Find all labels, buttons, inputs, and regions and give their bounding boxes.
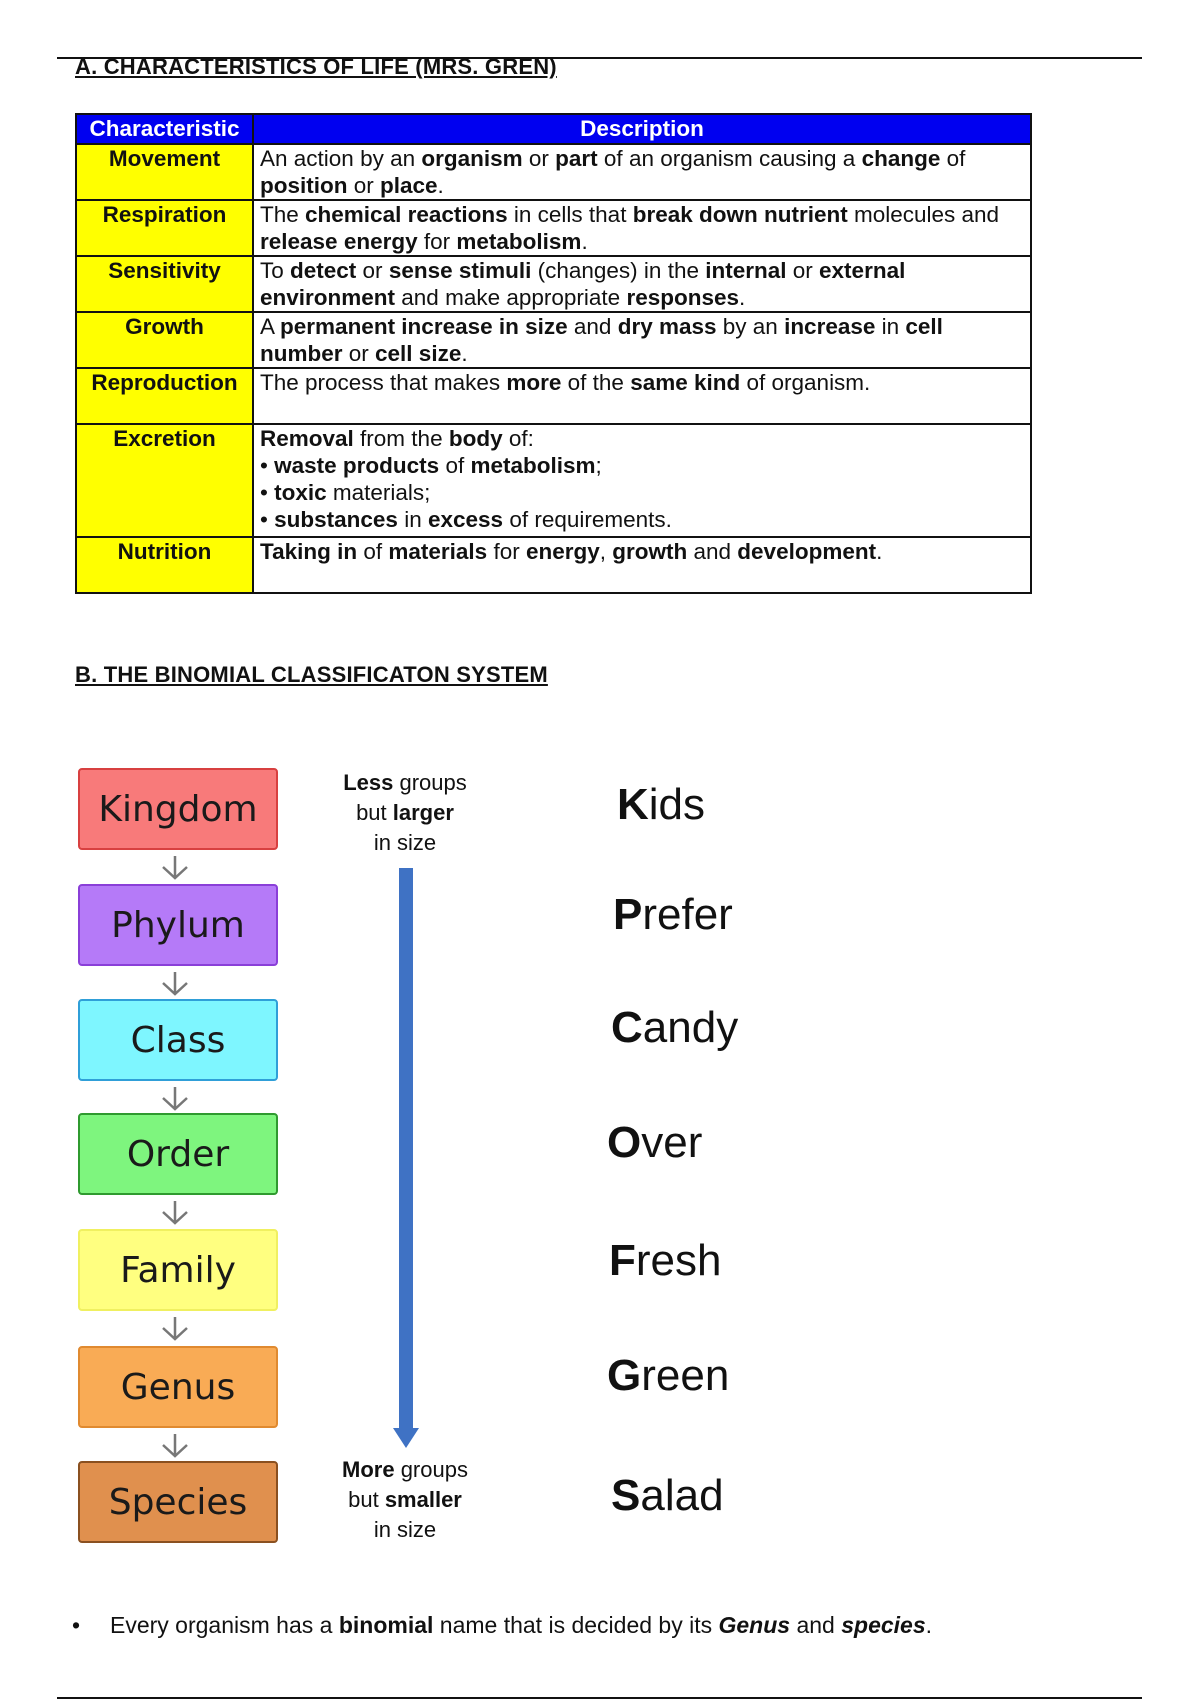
down-arrow-path xyxy=(163,1201,187,1223)
desc-part: An action by an xyxy=(260,146,422,171)
desc-part: organism xyxy=(421,146,523,171)
mnemonic-initial: K xyxy=(617,780,649,829)
bullet-glyph: • xyxy=(260,507,275,532)
desc-part: energy xyxy=(525,539,600,564)
bottom-note-bold: More xyxy=(342,1457,395,1482)
table-row xyxy=(76,424,1031,537)
characteristic-name: Movement xyxy=(76,144,253,200)
mnemonic-initial: F xyxy=(609,1236,636,1285)
desc-part: detect xyxy=(290,258,357,283)
down-arrow-path xyxy=(163,1317,187,1339)
desc-part: cell number xyxy=(260,314,943,366)
mnemonic-word-kingdom xyxy=(617,780,705,830)
desc-part: or xyxy=(347,173,380,198)
rank-box-phylum: Phylum xyxy=(78,884,278,966)
desc-part: . xyxy=(461,341,468,366)
down-arrow-path xyxy=(163,1087,187,1109)
desc-part: To xyxy=(260,258,291,283)
bottom-note-line3: in size xyxy=(373,1517,437,1542)
desc-part: chemical reactions xyxy=(305,202,508,227)
intro-part: Removal xyxy=(260,426,354,451)
down-arrow-path xyxy=(163,1434,187,1456)
down-arrow-icon xyxy=(158,1199,192,1227)
note-text-1: Every organism has a xyxy=(110,1612,339,1638)
top-note-pre: but xyxy=(356,800,393,825)
mnemonic-word-order xyxy=(607,1118,702,1168)
table-row xyxy=(76,368,1031,424)
desc-part: The process that makes xyxy=(260,370,507,395)
desc-part: by an xyxy=(716,314,785,339)
section-b-title: B. THE BINOMIAL CLASSIFICATON SYSTEM xyxy=(75,662,548,687)
desc-part: for xyxy=(487,539,526,564)
bullet-part: toxic xyxy=(274,480,327,505)
excretion-bullet xyxy=(260,452,1024,479)
intro-part: from the xyxy=(353,426,449,451)
note-species: species xyxy=(841,1612,926,1638)
intro-part: of: xyxy=(502,426,534,451)
desc-part: . xyxy=(581,229,588,254)
desc-part: of xyxy=(357,539,389,564)
bottom-rule xyxy=(57,1697,1142,1699)
mnemonic-rest: ver xyxy=(641,1118,703,1167)
bottom-note-bold-2: smaller xyxy=(384,1487,462,1512)
down-arrow-icon xyxy=(158,970,192,998)
bullet-glyph: • xyxy=(260,453,275,478)
bullet-dot: • xyxy=(72,1612,81,1638)
mnemonic-initial: P xyxy=(613,890,643,939)
mnemonic-rest: ids xyxy=(648,780,706,829)
mnemonic-rest: alad xyxy=(640,1471,724,1520)
bottom-note-pre: but xyxy=(348,1487,385,1512)
desc-part: or xyxy=(342,341,376,366)
desc-part: change xyxy=(861,146,941,171)
bullet-part: substances xyxy=(274,507,398,532)
mnemonic-rest: resh xyxy=(635,1236,722,1285)
top-note xyxy=(305,768,505,858)
desc-part: Taking in xyxy=(260,539,358,564)
mnemonic-word-genus xyxy=(607,1351,729,1401)
mnemonic-rest: andy xyxy=(642,1003,739,1052)
bottom-note xyxy=(305,1455,505,1545)
mnemonic-initial: S xyxy=(611,1471,641,1520)
note-text-4: . xyxy=(925,1612,933,1638)
rank-box-kingdom: Kingdom xyxy=(78,768,278,850)
desc-part: (changes) in the xyxy=(531,258,706,283)
header-description: Description xyxy=(253,114,1031,144)
mnemonic-initial: O xyxy=(607,1118,642,1167)
desc-part: in xyxy=(875,314,906,339)
excretion-intro xyxy=(260,425,1024,452)
top-note-bold-2: larger xyxy=(392,800,454,825)
desc-part: for xyxy=(417,229,457,254)
desc-part: part xyxy=(555,146,598,171)
characteristic-description xyxy=(253,368,1031,424)
table-row xyxy=(76,312,1031,368)
desc-part: The xyxy=(260,202,306,227)
characteristic-name: Reproduction xyxy=(76,368,253,424)
top-note-bold: Less xyxy=(343,770,394,795)
desc-part: of an organism causing a xyxy=(597,146,862,171)
down-arrow-icon xyxy=(158,1315,192,1343)
rank-box-genus: Genus xyxy=(78,1346,278,1428)
bullet-part: waste products xyxy=(274,453,440,478)
desc-part: of organism. xyxy=(740,370,871,395)
desc-part: , xyxy=(599,539,613,564)
excretion-bullet xyxy=(260,506,1024,533)
down-arrow-icon xyxy=(158,854,192,882)
down-arrow-path xyxy=(163,972,187,994)
size-direction-arrow xyxy=(392,868,422,1450)
desc-part: same kind xyxy=(630,370,741,395)
desc-part: permanent increase in size xyxy=(280,314,568,339)
bullet-part: of requirements. xyxy=(503,507,672,532)
desc-part: or xyxy=(522,146,556,171)
note-genus: Genus xyxy=(718,1612,791,1638)
desc-part: dry mass xyxy=(617,314,717,339)
characteristic-description xyxy=(253,256,1031,312)
intro-part: body xyxy=(448,426,503,451)
desc-part: and xyxy=(567,314,618,339)
desc-part: and xyxy=(687,539,738,564)
desc-part: A xyxy=(260,314,281,339)
down-arrow-path xyxy=(163,856,187,878)
characteristic-name: Excretion xyxy=(76,424,253,537)
mnemonic-word-family xyxy=(609,1236,721,1286)
desc-part: break down nutrient xyxy=(632,202,848,227)
rank-box-class: Class xyxy=(78,999,278,1081)
top-note-line3: in size xyxy=(373,830,437,855)
desc-part: or xyxy=(786,258,820,283)
mnemonic-rest: reen xyxy=(641,1351,730,1400)
desc-part: release energy xyxy=(260,229,418,254)
desc-part: development xyxy=(737,539,877,564)
rank-box-species: Species xyxy=(78,1461,278,1543)
desc-part: in cells that xyxy=(507,202,633,227)
desc-part: responses xyxy=(626,285,739,310)
down-arrow-icon xyxy=(158,1432,192,1460)
desc-part: external environment xyxy=(260,258,906,310)
table-row xyxy=(76,200,1031,256)
desc-part: internal xyxy=(705,258,787,283)
desc-part: cell size xyxy=(375,341,462,366)
desc-part: increase xyxy=(784,314,876,339)
table-row xyxy=(76,256,1031,312)
bullet-part: of xyxy=(439,453,471,478)
characteristic-name: Sensitivity xyxy=(76,256,253,312)
rank-box-order: Order xyxy=(78,1113,278,1195)
characteristic-description xyxy=(253,424,1031,537)
mnemonic-word-class xyxy=(611,1003,738,1053)
arrow-head xyxy=(393,1428,419,1448)
bullet-part: excess xyxy=(427,507,504,532)
desc-part: materials xyxy=(388,539,488,564)
excretion-bullet xyxy=(260,479,1024,506)
binomial-note xyxy=(72,1612,932,1639)
characteristic-description xyxy=(253,144,1031,200)
bullet-part: in xyxy=(397,507,428,532)
characteristic-description xyxy=(253,200,1031,256)
bullet-part: materials; xyxy=(326,480,431,505)
desc-part: . xyxy=(876,539,883,564)
mnemonic-word-phylum xyxy=(613,890,733,940)
section-a-title: A. CHARACTERISTICS OF LIFE (MRS. GREN) xyxy=(75,54,557,79)
rank-box-family: Family xyxy=(78,1229,278,1311)
characteristic-description xyxy=(253,312,1031,368)
bullet-part: metabolism xyxy=(470,453,596,478)
table-header-row xyxy=(76,114,1031,144)
desc-part: and make appropriate xyxy=(395,285,627,310)
desc-part: place xyxy=(380,173,438,198)
note-text-2: name that is decided by its xyxy=(433,1612,719,1638)
desc-part: of the xyxy=(561,370,631,395)
characteristic-name: Growth xyxy=(76,312,253,368)
desc-part: molecules and xyxy=(847,202,1000,227)
characteristics-table xyxy=(75,113,1032,594)
mnemonic-initial: G xyxy=(607,1351,642,1400)
desc-part: growth xyxy=(612,539,688,564)
note-bold-binomial: binomial xyxy=(338,1612,434,1638)
characteristic-name: Respiration xyxy=(76,200,253,256)
bullet-glyph: • xyxy=(260,480,275,505)
desc-part: . xyxy=(739,285,746,310)
desc-part: of xyxy=(940,146,966,171)
desc-part: . xyxy=(437,173,444,198)
note-text-3: and xyxy=(790,1612,842,1638)
top-note-rest: groups xyxy=(393,770,467,795)
desc-part: metabolism xyxy=(456,229,582,254)
characteristic-description xyxy=(253,537,1031,593)
characteristic-name: Nutrition xyxy=(76,537,253,593)
bottom-note-rest: groups xyxy=(394,1457,468,1482)
header-characteristic: Characteristic xyxy=(76,114,253,144)
desc-part: or xyxy=(356,258,389,283)
bullet-part: ; xyxy=(595,453,602,478)
mnemonic-initial: C xyxy=(611,1003,643,1052)
table-row xyxy=(76,537,1031,593)
desc-part: position xyxy=(260,173,348,198)
mnemonic-rest: refer xyxy=(642,890,733,939)
desc-part: sense stimuli xyxy=(388,258,532,283)
down-arrow-icon xyxy=(158,1085,192,1113)
table-row xyxy=(76,144,1031,200)
arrow-shaft xyxy=(399,868,413,1428)
mnemonic-word-species xyxy=(611,1471,724,1521)
desc-part: more xyxy=(506,370,562,395)
